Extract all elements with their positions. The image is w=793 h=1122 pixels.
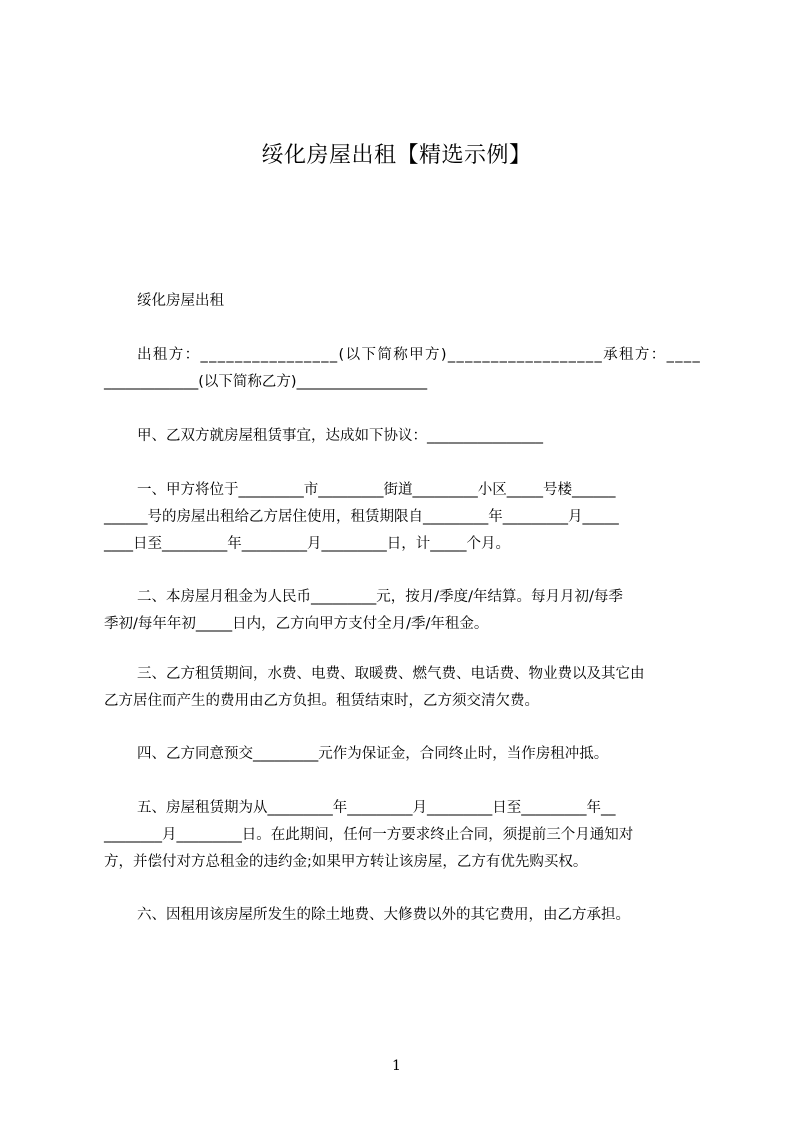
clause-2-line-1: 二、本房屋月租金为人民币_________元，按月/季度/年结算。每月月初/每季 bbox=[137, 589, 623, 605]
clause-1-line-3: ____日至_________年_________月_________日，计_____个月。 bbox=[104, 536, 510, 552]
clause-5-line-2: ________月_________日。在此期间，任何一方要求终止合同，须提前三个月通知对 bbox=[104, 827, 634, 843]
parties-line-2: _____________(以下简称乙方)__________________ bbox=[104, 374, 428, 390]
clause-5-line-1: 五、房屋租赁期为从_________年_________月_________日至_________年__ bbox=[137, 800, 616, 816]
clause-3-line-1: 三、乙方租赁期间，水费、电费、取暖费、燃气费、电话费、物业费以及其它由 bbox=[137, 666, 645, 682]
heading-line: 绥化房屋出租 bbox=[137, 293, 224, 309]
page-number: 1 bbox=[392, 1058, 401, 1074]
clause-1-line-2: ______号的房屋出租给乙方居住使用，租赁期限自_________年_________月_____ bbox=[104, 509, 619, 525]
clause-4-line: 四、乙方同意预交_________元作为保证金，合同终止时，当作房租冲抵。 bbox=[137, 746, 609, 762]
clause-2-line-2: 季初/每年年初_____日内，乙方向甲方支付全月/季/年租金。 bbox=[104, 616, 489, 632]
clause-1-line-1: 一、甲方将位于_________市_________街道_________小区_____号楼______ bbox=[137, 482, 616, 498]
clause-3-line-2: 乙方居住而产生的费用由乙方负担。租赁结束时，乙方须交清欠费。 bbox=[104, 693, 539, 709]
clause-5-line-3: 方，并偿付对方总租金的违约金;如果甲方转让该房屋，乙方有优先购买权。 bbox=[104, 854, 588, 870]
parties-line-1: 出租方：________________(以下简称甲方)__________________承租方：____ bbox=[137, 347, 702, 363]
document-title: 绥化房屋出租【精选示例】 bbox=[261, 143, 532, 168]
clause-6-line: 六、因租用该房屋所发生的除土地费、大修费以外的其它费用，由乙方承担。 bbox=[137, 907, 630, 923]
agreement-intro-line: 甲、乙双方就房屋租赁事宜，达成如下协议：________________ bbox=[137, 428, 543, 444]
